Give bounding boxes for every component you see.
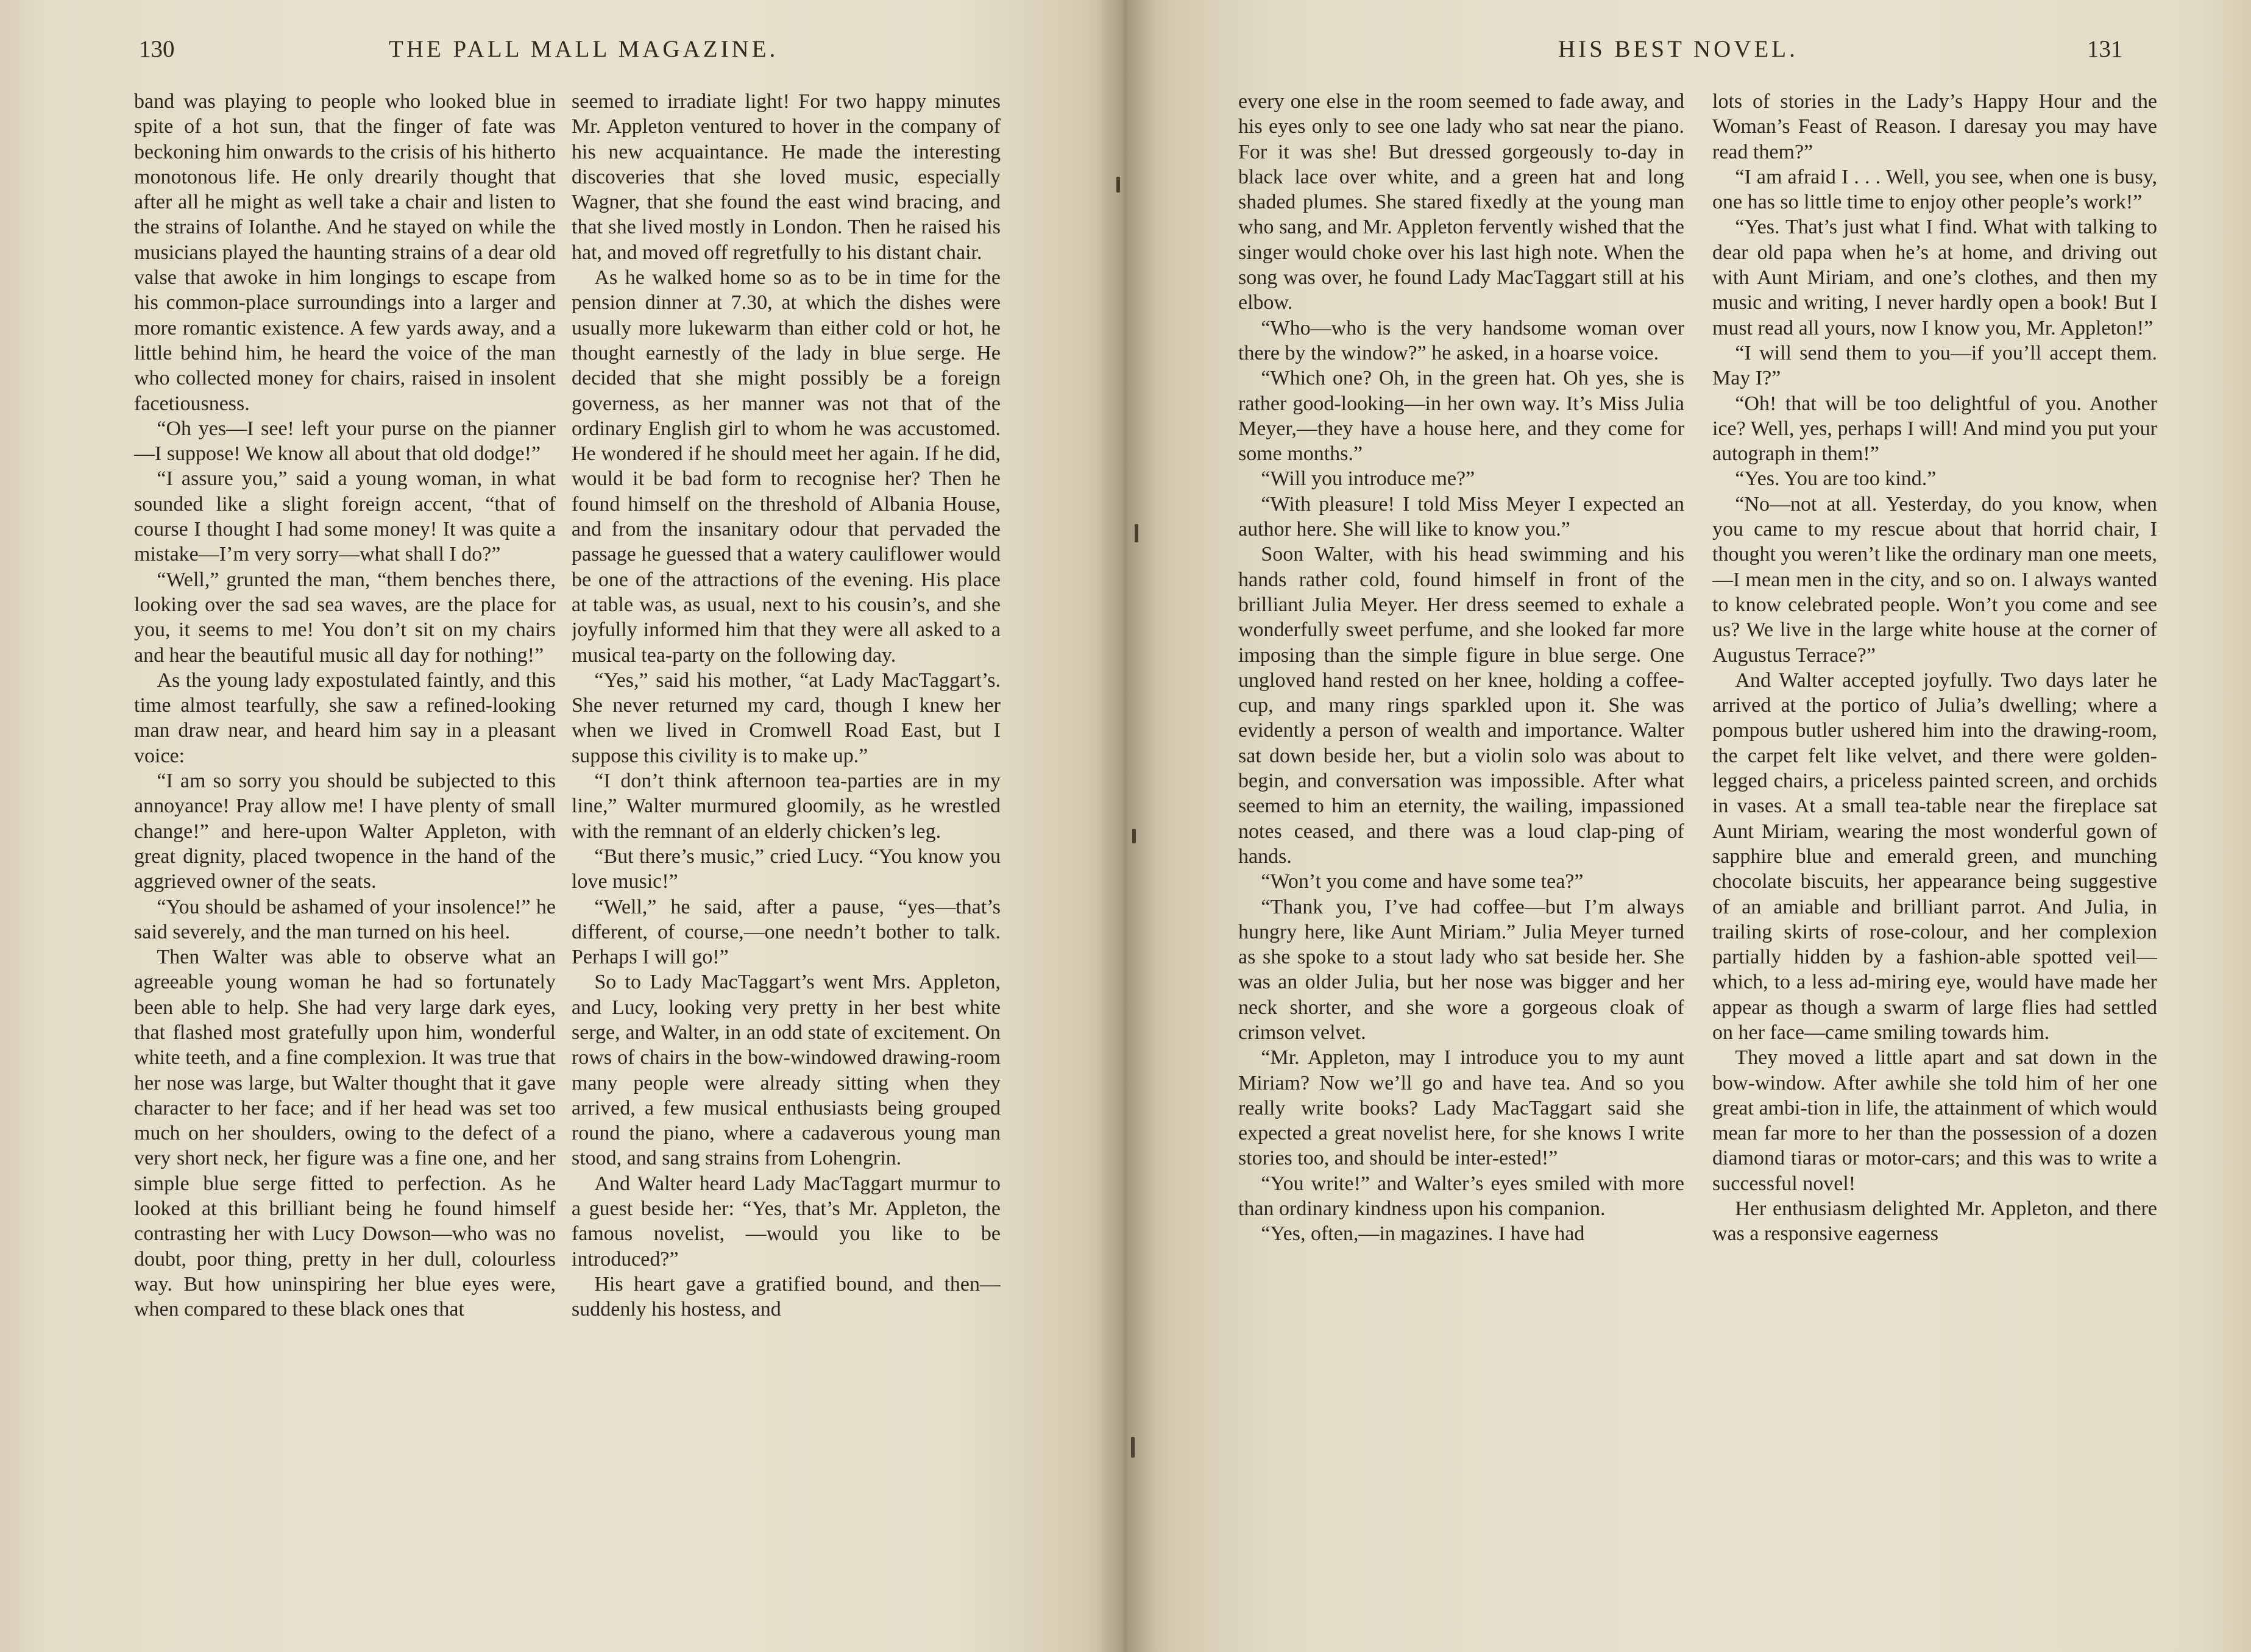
running-head-right: HIS BEST NOVEL.: [1558, 36, 1798, 62]
paragraph: And Walter accepted joyfully. Two days later he arrived at the portico of Julia’s dwelling; where a pompous butler ushered him into the drawing-room, the carpet felt like velvet, and there were golden-legged chairs, a priceless painted screen, and orchids in vases. At a small tea-table near the fireplace sat Aunt Miriam, wearing the most wonderful gown of sapphire blue and emerald green, and munching chocolate biscuits, her appearance being suggestive of an amiable and brilliant parrot. And Julia, in trailing skirts of rose-colour, and her complexion partially hidden by a fashion-able spotted veil—which, to a less ad-miring eye, would have made her appear as though a swarm of large flies had settled on her face—came smiling towards him.: [1712, 668, 2157, 1044]
paragraph: “I assure you,” said a young woman, in what sounded like a slight foreign accent, “that of course I thought I had some money! It was quite a mistake—I’m very sorry—what shall I do?”: [134, 467, 556, 566]
paragraph: His heart gave a gratified bound, and then—suddenly his hostess, and: [572, 1272, 1001, 1321]
paragraph: As he walked home so as to be in time for the pension dinner at 7.30, at which the dishes were usually more lukewarm than either cold or hot, he thought earnestly of the lady in blue serge. He decided that she might possibly be a foreign governess, as her manner was not that of the ordinary English girl to whom he was accustomed. He wondered if he should meet her again. If he did, would it be bad form to recognise her? Then he found himself on the threshold of Albania House, and from the insanitary odour that pervaded the passage he guessed that a watery cauliflower would be one of the attractions of the evening. His place at table was, as usual, next to his cousin’s, and she joyfully informed him that they were all asked to a musical tea-party on the following day.: [572, 266, 1001, 667]
page-number-right: 131: [2087, 36, 2123, 62]
running-head-left: THE PALL MALL MAGAZINE.: [389, 36, 779, 62]
paragraph: So to Lady MacTaggart’s went Mrs. Appleton, and Lucy, looking very pretty in her best white serge, and Walter, in an odd state of excitement. On rows of chairs in the bow-windowed drawing-room many people were already sitting when they arrived, a few musical enthusiasts being grouped round the piano, where a cadaverous young man stood, and sang strains from Lohengrin.: [572, 971, 1001, 1170]
paragraph: “I am so sorry you should be subjected to this annoyance! Pray allow me! I have plenty of small change!” and here-upon Walter Appleton, with great dignity, placed twopence in the hand of the aggrieved owner of the seats.: [134, 770, 556, 893]
paragraph: “You write!” and Walter’s eyes smiled with more than ordinary kindness upon his companion.: [1238, 1172, 1684, 1221]
paragraph: “No—not at all. Yesterday, do you know, when you came to my rescue about that horrid chair, I thought you weren’t like the ordinary man one meets,—I mean men in the city, and so on. I always wanted to know celebrated people. Won’t you come and see us? We live in the large white house at the corner of Augustus Terrace?”: [1712, 492, 2157, 667]
gutter-thread-mark: [1135, 524, 1138, 542]
paragraph: “With pleasure! I told Miss Meyer I expected an author here. She will like to know you.”: [1238, 492, 1684, 541]
book-gutter-shadow: [1097, 0, 1154, 1652]
paragraph: “Oh! that will be too delightful of you. Another ice? Well, yes, perhaps I will! And mind you put your autograph in them!”: [1712, 392, 2157, 466]
paragraph: lots of stories in the Lady’s Happy Hour and the Woman’s Feast of Reason. I daresay you may have read them?”: [1712, 90, 2157, 163]
paragraph: “Yes. You are too kind.”: [1735, 467, 1937, 491]
paragraph: “Well,” grunted the man, “them benches there, looking over the sad sea waves, are the place for you, it seems to me! You don’t sit on my chairs and hear the beautiful music all day for nothing!”: [134, 568, 556, 667]
paragraph: And Walter heard Lady MacTaggart murmur to a guest beside her: “Yes, that’s Mr. Appleton, the famous novelist, —would you like to be introduced?”: [572, 1172, 1001, 1271]
paragraph: “I am afraid I . . . Well, you see, when one is busy, one has so little time to enjoy other people’s work!”: [1712, 165, 2157, 214]
paragraph: “I don’t think afternoon tea-parties are in my line,” Walter murmured gloomily, as he wrestled with the remnant of an elderly chicken’s leg.: [572, 770, 1001, 843]
paragraph: “Mr. Appleton, may I introduce you to my aunt Miriam? Now we’ll go and have tea. And so you really write books? Lady MacTaggart said she expected a great novelist here, for she knows I write stories too, and should be inter-ested!”: [1238, 1046, 1684, 1170]
left-column-2: [572, 89, 1001, 1564]
paragraph: They moved a little apart and sat down in the bow-window. After awhile she told him of her one great ambi-tion in life, the attainment of which would mean far more to her than the possession of a dozen diamond tiaras or motor-cars; and this was to write a successful novel!: [1712, 1046, 2157, 1195]
paragraph: “Thank you, I’ve had coffee—but I’m always hungry here, like Aunt Miriam.” Julia Meyer turned as she spoke to a stout lady who sat beside her. She was an older Julia, but her nose was bigger and her neck shorter, and she wore a gorgeous cloak of crimson velvet.: [1238, 895, 1684, 1044]
paragraph: every one else in the room seemed to fade away, and his eyes only to see one lady who sat near the piano. For it was she! But dressed gorgeously to-day in black lace over white, and a green hat and long shaded plumes. She stared fixedly at the young man who sang, and Mr. Appleton fervently wished that the singer would choke over his last high note. When the song was over, he found Lady MacTaggart still at his elbow.: [1238, 90, 1684, 314]
paragraph: “Yes. That’s just what I find. What with talking to dear old papa when he’s at home, and driving out with Aunt Miriam, and one’s clothes, and then my music and writing, I never hardly open a book! But I must read all yours, now I know you, Mr. Appleton!”: [1712, 216, 2157, 339]
paragraph: Her enthusiasm delighted Mr. Appleton, and there was a responsive eagerness: [1712, 1197, 2157, 1246]
left-column-1: [134, 89, 556, 1564]
paragraph: Then Walter was able to observe what an agreeable young woman he had so fortunately been able to help. She had very large dark eyes, that flashed most gratefully upon him, wonderful white teeth, and a fine complexion. It was true that her nose was large, but Walter thought that it gave character to her face; and if her head was set too much on her shoulders, owing to the defect of a very short neck, her figure was a fine one, and her simple blue serge fitted to perfection. As he looked at this brilliant being he found himself contrasting her with Lucy Dowson—who was no doubt, poor thing, pretty in her dull, colourless way. But how uninspiring her blue eyes were, when compared to these black ones that: [134, 946, 556, 1321]
paragraph: “Will you introduce me?”: [1261, 467, 1475, 491]
paragraph: Soon Walter, with his head swimming and his hands rather cold, found himself in front of the brilliant Julia Meyer. Her dress seemed to exhale a wonderfully sweet perfume, and she looked far more imposing than the simple figure in blue serge. One ungloved hand rested on her knee, holding a coffee-cup, and many rings sparkled upon it. She was evidently a person of wealth and importance. Walter sat down beside her, but a violin solo was about to begin, and conversation was impossible. After what seemed to him an eternity, the wailing, impassioned notes ceased, and there was a loud clap-ping of hands.: [1238, 543, 1684, 868]
right-column-1: [1238, 89, 1684, 1564]
paragraph: “Who—who is the very handsome woman over there by the window?” he asked, in a hoarse voice.: [1238, 316, 1684, 364]
gutter-thread-mark: [1116, 177, 1120, 193]
paragraph: “Yes, often,—in magazines. I have had: [1261, 1222, 1585, 1246]
gutter-thread-mark: [1131, 1437, 1135, 1458]
paragraph: seemed to irradiate light! For two happy minutes Mr. Appleton ventured to hover in the company of his new acquaintance. He made the interesting discoveries that she loved music, especially Wagner, that she found the east wind bracing, and that she lived mostly in London. Then he raised his hat, and moved off regretfully to his distant chair.: [572, 90, 1001, 264]
paragraph: “Which one? Oh, in the green hat. Oh yes, she is rather good-looking—in her own way. It’s Miss Julia Meyer,—they have a house here, and they come for some months.”: [1238, 367, 1684, 466]
page-number-left: 130: [139, 36, 175, 62]
right-column-2: [1712, 89, 2157, 1564]
right-page: [1126, 0, 2251, 1652]
paragraph: “Yes,” said his mother, “at Lady MacTaggart’s. She never returned my card, though I knew her when we lived in Cromwell Road East, but I suppose this civility is to make up.”: [572, 668, 1001, 767]
paragraph: “But there’s music,” cried Lucy. “You know you love music!”: [572, 845, 1001, 893]
paragraph: As the young lady expostulated faintly, and this time almost tearfully, she saw a refined-looking man draw near, and heard him say in a pleasant voice:: [134, 668, 556, 767]
gutter-thread-mark: [1132, 829, 1136, 843]
paragraph: band was playing to people who looked blue in spite of a hot sun, that the finger of fate was beckoning him onwards to the crisis of his hitherto monotonous life. He only drearily thought that after all he might as well take a chair and listen to the strains of Iolanthe. And he stayed on while the musicians played the haunting strains of a dear old valse that awoke in him longings to escape from his common-place surroundings into a larger and more romantic existence. A few yards away, and a little behind him, he heard the voice of the man who collected money for chairs, raised in insolent facetiousness.: [134, 90, 556, 415]
paragraph: “You should be ashamed of your insolence!” he said severely, and the man turned on his heel.: [134, 895, 556, 943]
paragraph: “Won’t you come and have some tea?”: [1261, 870, 1584, 893]
paragraph: “I will send them to you—if you’ll accept them. May I?”: [1712, 341, 2157, 390]
paragraph: “Well,” he said, after a pause, “yes—that’s different, of course,—one needn’t bother to talk. Perhaps I will go!”: [572, 895, 1001, 969]
paragraph: “Oh yes—I see! left your purse on the pianner—I suppose! We know all about that old dodge!”: [134, 417, 556, 466]
